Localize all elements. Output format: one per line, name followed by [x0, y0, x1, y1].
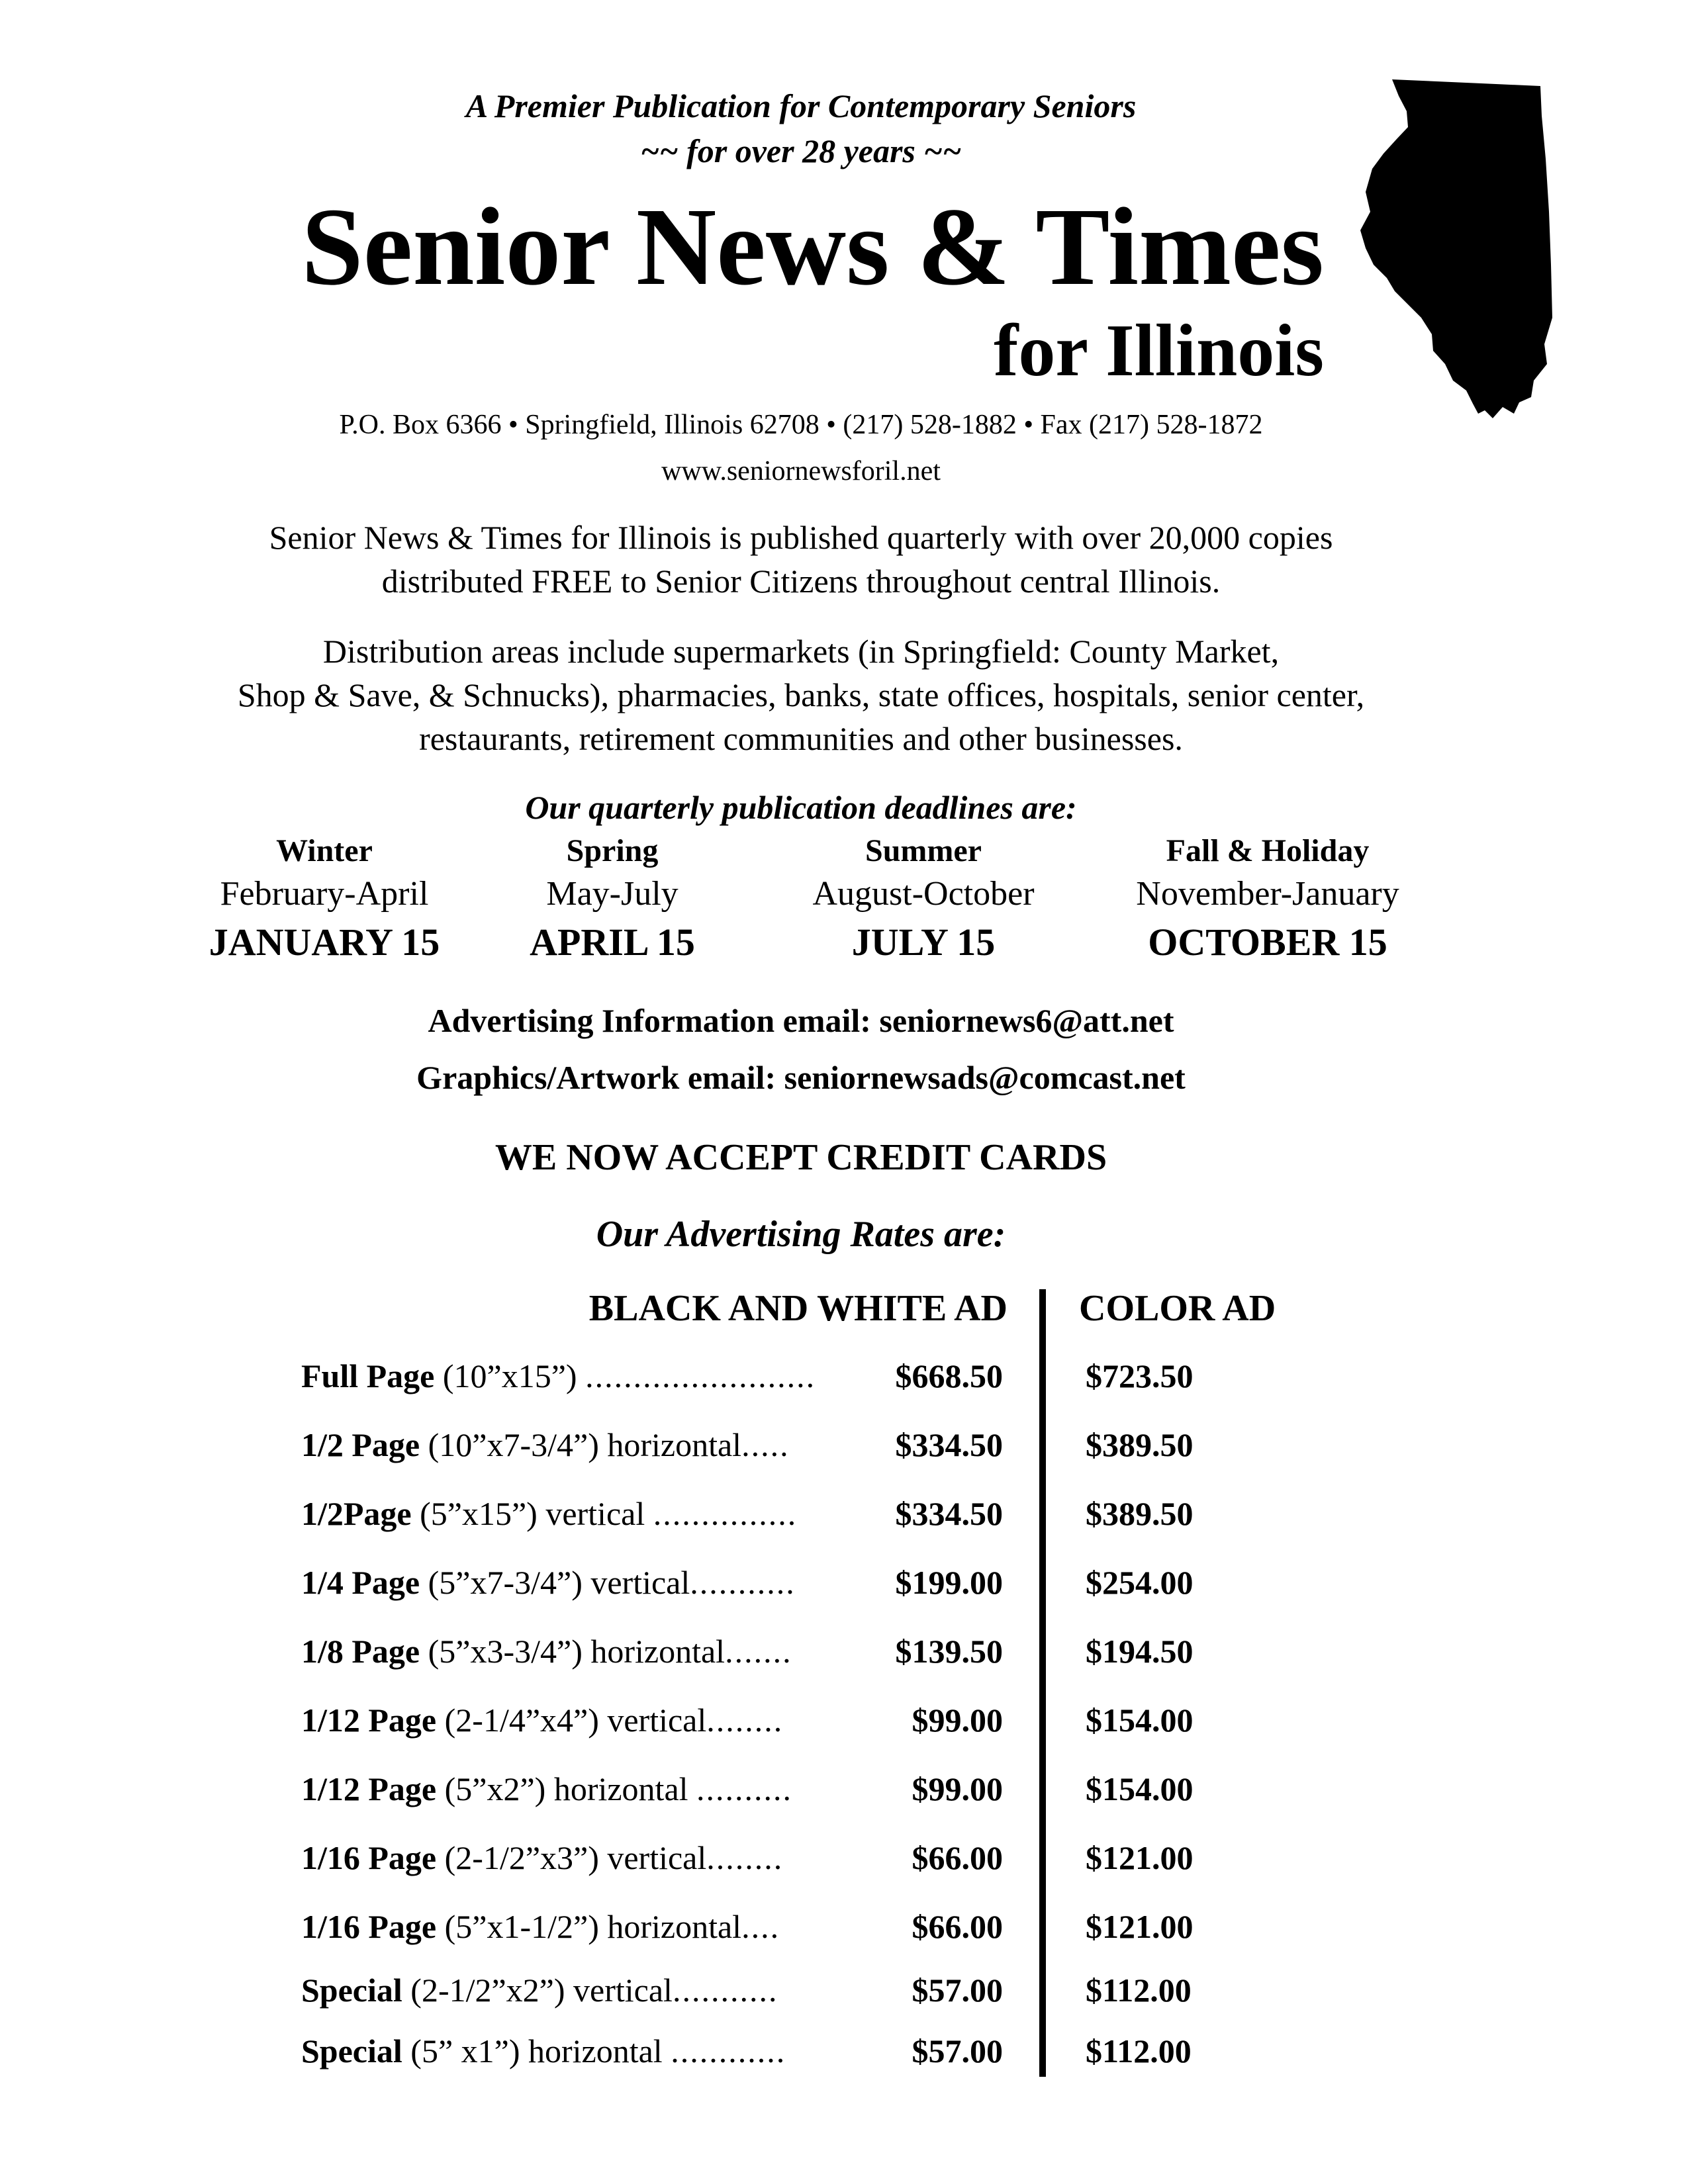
- season-spring: [457, 831, 768, 968]
- ad-dimensions: (2-1/4”x4”) vertical: [436, 1702, 707, 1739]
- rate-row: [301, 1628, 1228, 1674]
- bw-price: $334.50: [895, 1426, 1003, 1463]
- dot-leader: ........................: [585, 1357, 816, 1394]
- contact-info: P.O. Box 6366 • Springfield, Illinois 62708 • (217) 528-1882 • Fax (217) 528-1872: [339, 410, 1263, 440]
- ad-size-name: 1/12 Page: [301, 1770, 437, 1807]
- intro-line-1: Senior News & Times for Illinois is published quarterly with over 20,000 copies: [269, 519, 1333, 556]
- color-price: $389.50: [1086, 1495, 1194, 1532]
- color-price: $194.50: [1086, 1633, 1194, 1670]
- publication-subtitle: for Illinois: [994, 310, 1324, 392]
- season-name: Spring: [566, 833, 659, 868]
- season-fall-holiday: [1112, 831, 1423, 968]
- ad-size-description: [301, 1697, 870, 1743]
- advertising-email[interactable]: Advertising Information email: seniornews6@att.net: [428, 1002, 1174, 1039]
- season-deadline: JULY 15: [851, 921, 996, 964]
- season-deadline: APRIL 15: [530, 921, 695, 964]
- rate-row: [301, 1422, 1228, 1468]
- color-price: $112.00: [1086, 2032, 1192, 2070]
- ad-size-name: 1/16 Page: [301, 1908, 437, 1945]
- color-price: $121.00: [1086, 1908, 1194, 1945]
- ad-size-description: [301, 1628, 870, 1674]
- season-deadline: OCTOBER 15: [1148, 921, 1387, 964]
- ad-size-description: [301, 1835, 870, 1881]
- distribution-line-3: restaurants, retirement communities and other businesses.: [419, 720, 1183, 757]
- color-price: $121.00: [1086, 1839, 1194, 1876]
- ad-dimensions: (2-1/2”x3”) vertical: [436, 1839, 707, 1876]
- rate-row: [301, 1559, 1228, 1606]
- color-price: $254.00: [1086, 1564, 1194, 1601]
- ad-size-description: [301, 2028, 870, 2074]
- rate-row: [301, 1967, 1228, 2013]
- ad-dimensions: (5”x1-1/2”) horizontal: [436, 1908, 742, 1945]
- ad-size-description: [301, 1967, 870, 2013]
- dot-leader: ....: [741, 1908, 780, 1945]
- color-price: $154.00: [1086, 1702, 1194, 1739]
- ad-size-name: 1/4 Page: [301, 1564, 420, 1601]
- rate-row: [301, 1766, 1228, 1812]
- column-divider: [1039, 1289, 1046, 2077]
- bw-price: $668.50: [895, 1357, 1003, 1394]
- season-deadline: JANUARY 15: [209, 921, 440, 964]
- ad-size-description: [301, 1559, 870, 1606]
- ad-size-description: [301, 1353, 870, 1399]
- bw-price: $99.00: [912, 1702, 1003, 1739]
- season-name: Summer: [865, 833, 982, 868]
- ad-size-description: [301, 1490, 870, 1537]
- rate-row: [301, 2028, 1228, 2074]
- ad-dimensions: (5” x1”) horizontal: [402, 2032, 671, 2070]
- rate-row: [301, 1903, 1228, 1950]
- color-price: $389.50: [1086, 1426, 1194, 1463]
- publication-title: Senior News & Times: [301, 185, 1324, 308]
- ad-dimensions: (5”x2”) horizontal: [436, 1770, 697, 1807]
- season-months: February-April: [220, 875, 429, 913]
- bw-price: $66.00: [912, 1908, 1003, 1945]
- bw-price: $139.50: [895, 1633, 1003, 1670]
- distribution-line-2: Shop & Save, & Schnucks), pharmacies, banks, state offices, hospitals, senior center,: [237, 676, 1365, 713]
- bw-column-header: BLACK AND WHITE AD: [588, 1288, 1008, 1329]
- ad-size-name: 1/2 Page: [301, 1426, 420, 1463]
- dot-leader: .......: [725, 1633, 792, 1670]
- deadlines-heading: Our quarterly publication deadlines are:: [525, 789, 1077, 826]
- season-name: Winter: [276, 833, 373, 868]
- ad-size-name: Special: [301, 2032, 402, 2070]
- ad-size-description: [301, 1766, 870, 1812]
- ad-dimensions: (10”x15”): [434, 1357, 586, 1394]
- rate-row: [301, 1697, 1228, 1743]
- ad-dimensions: (5”x3-3/4”) horizontal: [420, 1633, 726, 1670]
- ad-size-name: Special: [301, 1972, 402, 2009]
- season-months: August-October: [812, 875, 1035, 913]
- ad-dimensions: (2-1/2”x2”) vertical: [402, 1972, 673, 2009]
- bw-price: $99.00: [912, 1770, 1003, 1807]
- dot-leader: ........: [706, 1839, 784, 1876]
- distribution-line-1: Distribution areas include supermarkets (in Springfield: County Market,: [322, 633, 1280, 670]
- color-price: $112.00: [1086, 1972, 1192, 2009]
- ad-size-name: 1/2Page: [301, 1495, 412, 1532]
- season-name: Fall & Holiday: [1166, 833, 1370, 868]
- ad-size-description: [301, 1422, 870, 1468]
- rates-heading: Our Advertising Rates are:: [596, 1214, 1006, 1255]
- ad-size-name: 1/16 Page: [301, 1839, 437, 1876]
- color-price: $154.00: [1086, 1770, 1194, 1807]
- dot-leader: ............: [671, 2032, 786, 2070]
- bw-price: $199.00: [895, 1564, 1003, 1601]
- ad-dimensions: (5”x15”) vertical: [411, 1495, 653, 1532]
- season-winter: [169, 831, 480, 968]
- color-column-header: COLOR AD: [1079, 1288, 1276, 1329]
- ad-size-description: [301, 1903, 870, 1950]
- graphics-email[interactable]: Graphics/Artwork email: seniornewsads@comcast.net: [416, 1059, 1186, 1096]
- rate-row: [301, 1835, 1228, 1881]
- color-price: $723.50: [1086, 1357, 1194, 1394]
- dot-leader: ...............: [653, 1495, 798, 1532]
- season-months: November-January: [1136, 875, 1399, 913]
- website[interactable]: www.seniornewsforil.net: [661, 456, 941, 486]
- dot-leader: ...........: [690, 1564, 796, 1601]
- tagline: A Premier Publication for Contemporary Seniors: [465, 87, 1137, 124]
- ad-size-name: 1/12 Page: [301, 1702, 437, 1739]
- ad-size-name: 1/8 Page: [301, 1633, 420, 1670]
- rate-row: [301, 1353, 1228, 1399]
- bw-price: $57.00: [912, 2032, 1003, 2070]
- season-months: May-July: [546, 875, 679, 913]
- rate-row: [301, 1490, 1228, 1537]
- dot-leader: ........: [706, 1702, 784, 1739]
- bw-price: $66.00: [912, 1839, 1003, 1876]
- season-summer: [768, 831, 1079, 968]
- bw-price: $334.50: [895, 1495, 1003, 1532]
- ad-size-name: Full Page: [301, 1357, 435, 1394]
- dot-leader: ...........: [672, 1972, 778, 2009]
- ad-dimensions: (10”x7-3/4”) horizontal: [420, 1426, 742, 1463]
- dot-leader: .....: [741, 1426, 790, 1463]
- ad-dimensions: (5”x7-3/4”) vertical: [420, 1564, 690, 1601]
- illinois-map-icon: [1360, 79, 1566, 424]
- tagline-years: ~~ for over 28 years ~~: [640, 132, 962, 169]
- bw-price: $57.00: [912, 1972, 1003, 2009]
- intro-line-2: distributed FREE to Senior Citizens throughout central Illinois.: [381, 563, 1221, 600]
- credit-cards-notice: WE NOW ACCEPT CREDIT CARDS: [494, 1137, 1107, 1178]
- dot-leader: ..........: [696, 1770, 793, 1807]
